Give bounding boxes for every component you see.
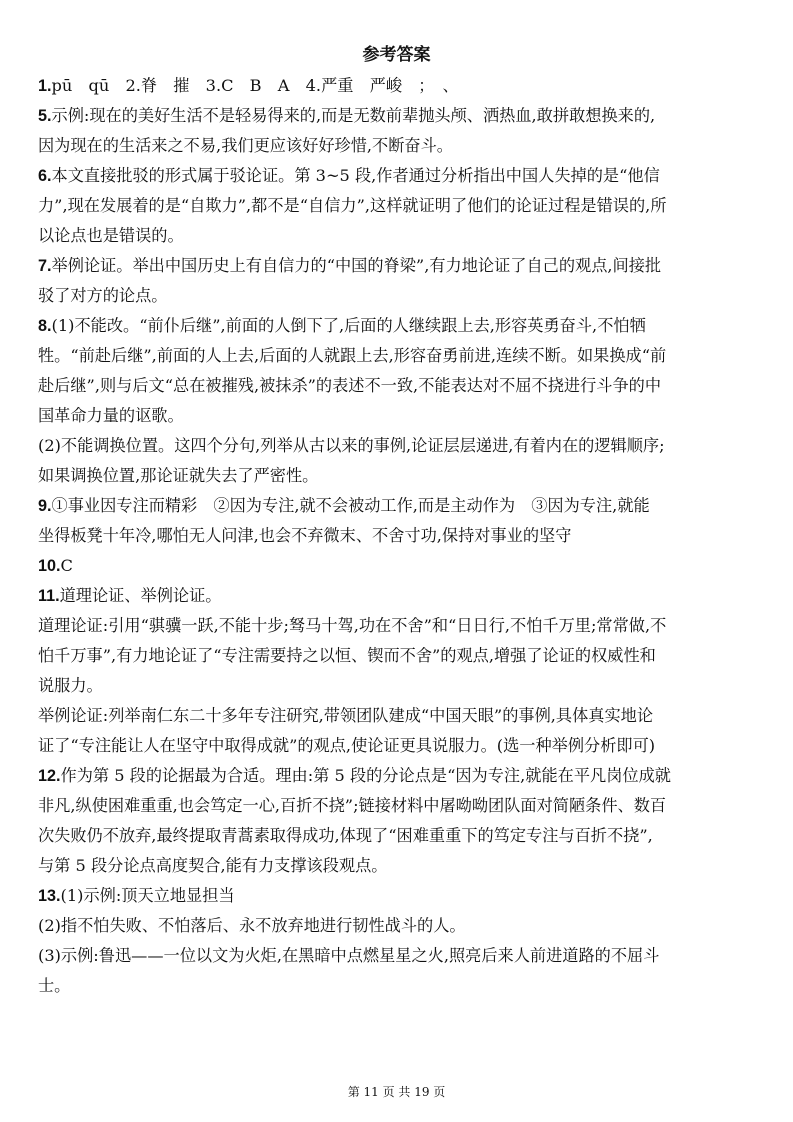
answer-line (38, 796, 666, 816)
page-footer: 第 11 页 共 19 页 (347, 1085, 446, 1099)
answer-line (38, 886, 235, 906)
answer-text: 士。 (38, 976, 71, 995)
answer-line (38, 316, 646, 336)
answer-text: 道理论证、举例论证。 (59, 586, 222, 605)
answer-text: (3)示例:鲁迅——一位以文为火炬,在黑暗中点燃星星之火,照亮后来人前进道路的不屈斗 (38, 946, 660, 965)
question-number: 11. (38, 587, 60, 605)
answer-text: ①事业因专注而精彩 ②因为专注,就不会被动工作,而是主动作为 ③因为专注,就能 (51, 496, 650, 515)
answer-text: (1)不能改。“前仆后继”,前面的人倒下了,后面的人继续跟上去,形容英勇奋斗,不怕牺 (51, 316, 646, 335)
answer-text: 牲。“前赴后继”,前面的人上去,后面的人就跟上去,形容奋勇前进,连续不断。如果换成“前 (38, 346, 667, 365)
answer-line (38, 406, 184, 426)
answer-text: 说服力。 (38, 676, 103, 695)
answer-text: 国革命力量的讴歌。 (38, 406, 184, 425)
answer-text: (2)指不怕失败、不怕落后、永不放弃地进行韧性战斗的人。 (38, 916, 466, 935)
answer-text: 因为现在的生活来之不易,我们更应该好好珍惜,不断奋斗。 (38, 136, 453, 155)
answer-text: 本文直接批驳的形式属于驳论证。第 3~5 段,作者通过分析指出中国人失掉的是“他信 (51, 166, 660, 185)
answer-line (38, 256, 661, 276)
answer-text: 次失败仍不放弃,最终提取青蒿素取得成功,体现了“困难重重下的笃定专注与百折不挠”, (38, 826, 653, 845)
answer-line (38, 946, 659, 966)
answer-text: 举例论证。举出中国历史上有自信力的“中国的脊梁”,有力地论证了自己的观点,间接批 (51, 256, 662, 275)
answer-line (38, 976, 70, 996)
answer-line (38, 376, 661, 396)
question-number: 5. (38, 107, 52, 125)
question-number: 6. (38, 167, 52, 185)
answer-line (38, 466, 318, 486)
answer-line (38, 436, 665, 456)
question-number: 10. (38, 557, 61, 575)
answer-text: 坐得板凳十年冷,哪怕无人问津,也会不弃微末、不舍寸功,保持对事业的坚守 (38, 526, 572, 545)
answer-line (38, 346, 666, 366)
question-number: 7. (38, 257, 52, 275)
answer-line (38, 196, 667, 216)
answer-line (38, 556, 73, 576)
answer-text: (1)示例:顶天立地显担当 (60, 886, 235, 905)
answer-line (38, 916, 466, 936)
answer-line (38, 586, 221, 606)
answer-text: 证了“专注能让人在坚守中取得成就”的观点,使论证更具说服力。(选一种举例分析即可) (38, 736, 656, 755)
answer-line (38, 856, 387, 876)
question-number: 13. (38, 887, 61, 905)
question-number: 9. (38, 497, 52, 515)
answer-text: 道理论证:引用“骐骥一跃,不能十步;驽马十驾,功在不舍”和“日日行,不怕千万里;常常做,不 (38, 616, 667, 635)
answer-line (38, 736, 655, 756)
answer-text: 举例论证:列举南仁东二十多年专注研究,带领团队建成“中国天眼”的事例,具体真实地论 (38, 706, 654, 725)
answer-text: 驳了对方的论点。 (38, 286, 168, 305)
answer-line (38, 676, 103, 696)
answer-text: 以论点也是错误的。 (38, 226, 184, 245)
question-number: 8. (38, 317, 52, 335)
answer-text: 与第 5 段分论点高度契合,能有力支撑该段观点。 (38, 856, 388, 875)
answer-text: 示例:现在的美好生活不是轻易得来的,而是无数前辈抛头颅、洒热血,敢拼敢想换来的, (51, 106, 656, 125)
answer-text: (2)不能调换位置。这四个分句,列举从古以来的事例,论证层层递进,有着内在的逻辑顺序; (38, 436, 665, 455)
answer-line (38, 826, 653, 846)
answer-line (38, 106, 655, 126)
answer-line (38, 646, 656, 666)
answer-line (38, 496, 650, 516)
page-title: 参考答案 (362, 45, 431, 65)
answer-line (38, 76, 459, 96)
answer-line (38, 136, 453, 156)
answer-line (38, 526, 571, 546)
answer-line (38, 766, 671, 786)
answer-text: 如果调换位置,那论证就失去了严密性。 (38, 466, 319, 485)
question-number: 12. (38, 767, 61, 785)
answer-text: 赴后继”,则与后文“总在被摧残,被抹杀”的表述不一致,不能表达对不屈不挠进行斗争的中 (38, 376, 662, 395)
answer-text: pū qū 2.脊 摧 3.C B A 4.严重 严峻 ； 、 (51, 76, 459, 95)
answer-line (38, 226, 184, 246)
answer-text: 作为第 5 段的论据最为合适。理由:第 5 段的分论点是“因为专注,就能在平凡岗位成就 (60, 766, 671, 785)
answer-line (38, 166, 660, 186)
answer-line (38, 286, 168, 306)
answer-text: C (60, 556, 73, 575)
answer-text: 非凡,纵使困难重重,也会笃定一心,百折不挠”;链接材料中屠呦呦团队面对简陋条件、数百 (38, 796, 667, 815)
answer-line (38, 706, 653, 726)
answer-text: 力”,现在发展着的是“自欺力”,都不是“自信力”,这样就证明了他们的论证过程是错误的,所 (38, 196, 667, 215)
answer-line (38, 616, 666, 636)
question-number: 1. (38, 77, 52, 95)
answer-text: 怕千万事”,有力地论证了“专注需要持之以恒、锲而不舍”的观点,增强了论证的权威性和 (38, 646, 656, 665)
